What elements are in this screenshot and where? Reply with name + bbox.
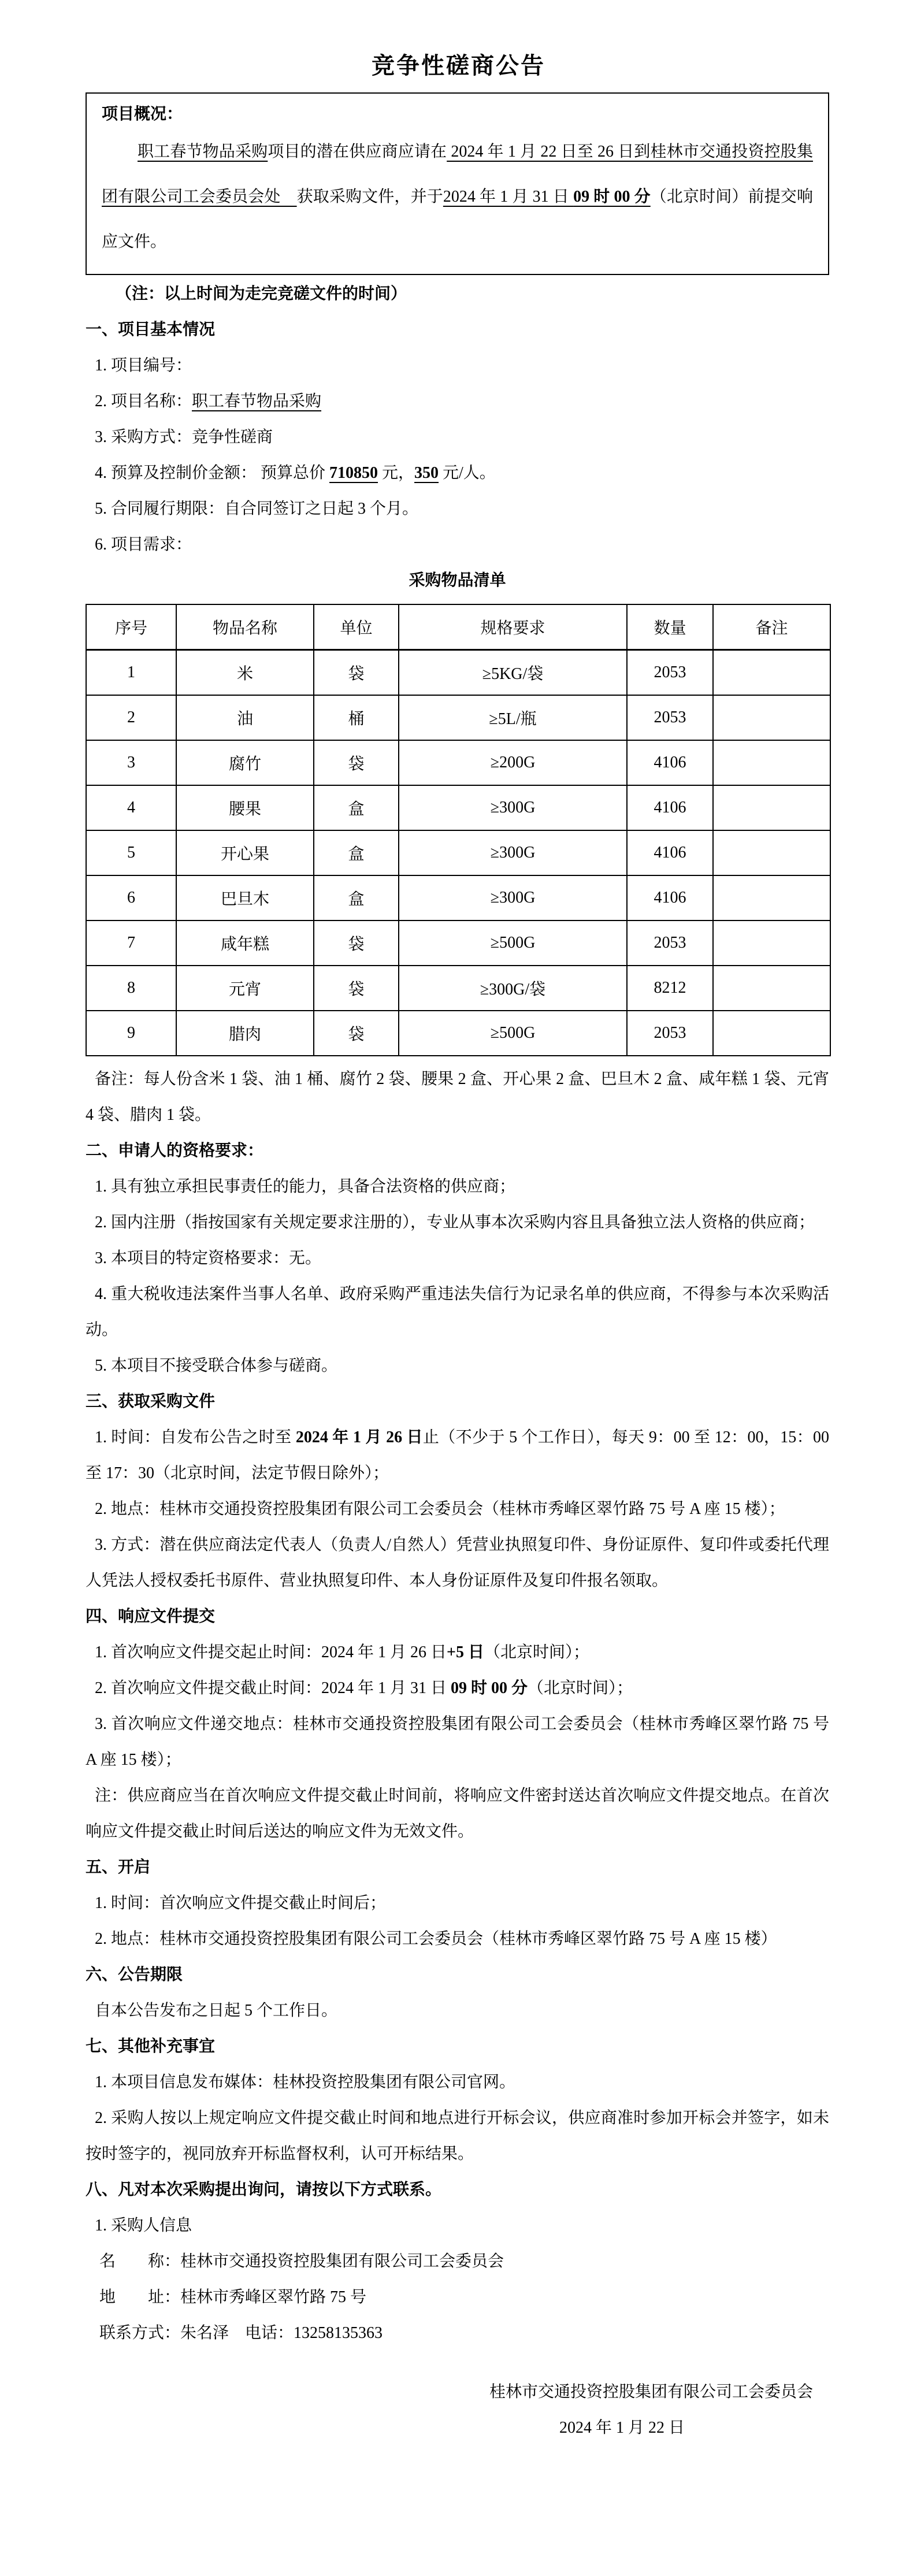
text-segment: 地 址：桂林市秀峰区翠竹路 75 号 bbox=[99, 2288, 367, 2306]
paragraph bbox=[86, 2315, 829, 2351]
paragraph bbox=[86, 1420, 829, 1491]
text-segment: 1. 时间：自发布公告之时至 bbox=[95, 1428, 296, 1446]
table-cell: 袋 bbox=[314, 650, 399, 696]
text-segment: 3. 采购方式：竞争性磋商 bbox=[95, 428, 273, 446]
paragraph bbox=[86, 384, 829, 420]
text-segment: 3. 首次响应文件递交地点：桂林市交通投资控股集团有限公司工会委员会（桂林市秀峰区翠竹路 75 号 A 座 15 楼）； bbox=[86, 1715, 829, 1769]
table-cell bbox=[713, 740, 830, 785]
paragraph bbox=[86, 1205, 829, 1241]
table-header-row bbox=[86, 604, 830, 650]
document-blocks bbox=[0, 276, 917, 2351]
paragraph bbox=[86, 2100, 829, 2172]
text-segment: 1. 具有独立承担民事责任的能力，具备合法资格的供应商； bbox=[95, 1178, 516, 1196]
section-heading: 四、响应文件提交 bbox=[86, 1608, 216, 1625]
table-cell bbox=[713, 875, 830, 920]
table-cell: ≥500G bbox=[399, 1011, 627, 1056]
paragraph bbox=[86, 1527, 829, 1599]
table-header-cell: 备注 bbox=[713, 604, 830, 650]
paragraph bbox=[86, 1885, 829, 1921]
paragraph bbox=[86, 1635, 829, 1671]
paragraph bbox=[86, 1778, 829, 1850]
text-segment: 元， bbox=[378, 464, 415, 482]
table-cell: 4 bbox=[86, 785, 176, 830]
paragraph bbox=[86, 1921, 829, 1957]
text-segment: 备注：每人份含米 1 袋、油 1 桶、腐竹 2 袋、腰果 2 盒、开心果 2 盒、巴旦木 2 盒、咸年糕 1 袋、元宵 4 袋、腊肉 1 袋。 bbox=[86, 1070, 829, 1124]
table-cell: 9 bbox=[86, 1011, 176, 1056]
paragraph bbox=[86, 348, 829, 384]
table-header-cell: 规格要求 bbox=[399, 604, 627, 650]
table-cell: 4106 bbox=[627, 785, 713, 830]
table-cell bbox=[713, 650, 830, 696]
table-cell: ≥300G/袋 bbox=[399, 966, 627, 1011]
text-segment: 1. 时间：首次响应文件提交截止时间后； bbox=[95, 1894, 387, 1912]
table-row bbox=[86, 650, 830, 696]
text-segment: 2024 年 1 月 22 日至 26 日到桂林市交通投资控股集团有限公司工会委员会处 bbox=[102, 143, 813, 206]
signature-block bbox=[86, 2374, 829, 2446]
table-header-cell: 物品名称 bbox=[176, 604, 314, 650]
overview-paragraph bbox=[102, 129, 813, 265]
table-cell: 袋 bbox=[314, 920, 399, 966]
table-header-cell: 序号 bbox=[86, 604, 176, 650]
table-cell bbox=[713, 785, 830, 830]
table-cell: 4106 bbox=[627, 740, 713, 785]
table-cell bbox=[713, 966, 830, 1011]
table-cell: 8 bbox=[86, 966, 176, 1011]
table-row bbox=[86, 966, 830, 1011]
paragraph bbox=[86, 1491, 829, 1527]
table-cell: 盒 bbox=[314, 830, 399, 875]
section-heading: 三、获取采购文件 bbox=[86, 1393, 216, 1411]
signature-date: 2024 年 1 月 22 日 bbox=[559, 2419, 685, 2437]
section-heading: 二、申请人的资格要求： bbox=[86, 1142, 264, 1160]
table-cell: 2053 bbox=[627, 1011, 713, 1056]
text-segment: 止（不少于 5 个工作日），每天 9：00 至 12：00，15：00 至 17：30（北京时间，法定节假日除外）； bbox=[86, 1428, 829, 1482]
text-segment: 2. 地点：桂林市交通投资控股集团有限公司工会委员会（桂林市秀峰区翠竹路 75 号 A 座 15 楼） bbox=[95, 1930, 777, 1948]
text-segment: 2024 年 1 月 31 日 bbox=[443, 188, 574, 206]
text-segment: 1. 项目编号： bbox=[95, 357, 192, 374]
table-cell: 元宵 bbox=[176, 966, 314, 1011]
table-cell: 2053 bbox=[627, 650, 713, 696]
paragraph bbox=[86, 276, 829, 312]
table-cell: 6 bbox=[86, 875, 176, 920]
text-segment: 职工春节物品采购 bbox=[138, 143, 268, 161]
table-cell: 腊肉 bbox=[176, 1011, 314, 1056]
text-segment: 3. 方式：潜在供应商法定代表人（负责人/自然人）凭营业执照复印件、身份证原件、复印件或委托代理人凭法人授权委托书原件、营业执照复印件、本人身份证原件及复印件报名领取。 bbox=[86, 1536, 829, 1590]
table-row bbox=[86, 740, 830, 785]
text-segment: 获取采购文件，并于 bbox=[296, 188, 443, 206]
text-segment: 元/人。 bbox=[439, 464, 496, 482]
text-segment: 1. 首次响应文件提交起止时间：2024 年 1 月 26 日 bbox=[95, 1643, 447, 1661]
text-segment: 联系方式：朱名泽 电话：13258135363 bbox=[99, 2324, 383, 2342]
table-cell: ≥300G bbox=[399, 785, 627, 830]
items-table bbox=[86, 604, 831, 1056]
paragraph bbox=[86, 420, 829, 455]
section-heading: 五、开启 bbox=[86, 1858, 151, 1876]
text-segment: 2. 国内注册（指按国家有关规定要求注册的），专业从事本次采购内容且具备独立法人资格的供应商； bbox=[95, 1213, 815, 1231]
paragraph: 采购物品清单 bbox=[409, 571, 506, 589]
section-heading: 六、公告期限 bbox=[86, 1966, 183, 1984]
text-segment: 710850 bbox=[329, 464, 378, 482]
paragraph bbox=[86, 527, 829, 563]
text-segment: 09 时 00 分 bbox=[451, 1679, 528, 1697]
table-row bbox=[86, 1011, 830, 1056]
section-heading: 七、其他补充事宜 bbox=[86, 2037, 216, 2055]
paragraph bbox=[86, 1169, 829, 1205]
table-cell: 4106 bbox=[627, 875, 713, 920]
paragraph bbox=[86, 2280, 829, 2315]
table-cell: 油 bbox=[176, 695, 314, 740]
paragraph bbox=[86, 455, 829, 491]
paragraph bbox=[86, 1241, 829, 1276]
table-row bbox=[86, 695, 830, 740]
table-cell: ≥300G bbox=[399, 830, 627, 875]
table-row bbox=[86, 875, 830, 920]
text-segment: 4. 预算及控制价金额： 预算总价 bbox=[95, 464, 330, 482]
text-segment: 6. 项目需求： bbox=[95, 536, 192, 554]
paragraph bbox=[86, 1061, 829, 1133]
table-row bbox=[86, 920, 830, 966]
paragraph bbox=[86, 1671, 829, 1706]
text-segment: （注：以上时间为走完竞磋文件的时间） bbox=[116, 285, 407, 303]
table-row bbox=[86, 785, 830, 830]
text-segment: 2. 地点：桂林市交通投资控股集团有限公司工会委员会（桂林市秀峰区翠竹路 75 号 A 座 15 楼）； bbox=[95, 1500, 785, 1518]
table-cell: ≥5L/瓶 bbox=[399, 695, 627, 740]
table-cell: 7 bbox=[86, 920, 176, 966]
text-segment: 5. 本项目不接受联合体参与磋商。 bbox=[95, 1357, 338, 1375]
paragraph bbox=[86, 2065, 829, 2100]
text-segment: 名 称：桂林市交通投资控股集团有限公司工会委员会 bbox=[99, 2252, 504, 2270]
project-overview-box bbox=[86, 92, 829, 275]
text-segment: +5 日 bbox=[447, 1643, 484, 1661]
table-cell: 盒 bbox=[314, 785, 399, 830]
table-cell bbox=[713, 920, 830, 966]
paragraph bbox=[86, 491, 829, 527]
overview-label: 项目概况： bbox=[102, 105, 183, 123]
table-cell: 袋 bbox=[314, 1011, 399, 1056]
table-cell: ≥5KG/袋 bbox=[399, 650, 627, 696]
table-cell: 4106 bbox=[627, 830, 713, 875]
table-cell: 5 bbox=[86, 830, 176, 875]
section-heading: 一、项目基本情况 bbox=[86, 321, 216, 339]
table-cell: 开心果 bbox=[176, 830, 314, 875]
table-cell: 米 bbox=[176, 650, 314, 696]
text-segment: 职工春节物品采购 bbox=[192, 392, 322, 410]
text-segment: 自本公告发布之日起 5 个工作日。 bbox=[95, 2002, 338, 2020]
text-segment: 2. 项目名称： bbox=[95, 392, 192, 410]
text-segment: 350 bbox=[414, 464, 439, 482]
table-cell: 1 bbox=[86, 650, 176, 696]
text-segment: 4. 重大税收违法案件当事人名单、政府采购严重违法失信行为记录名单的供应商，不得参与本次采购活动。 bbox=[86, 1285, 829, 1339]
text-segment: （北京时间）前提交响应文件。 bbox=[102, 188, 813, 251]
section-heading: 八、凡对本次采购提出询问，请按以下方式联系。 bbox=[86, 2181, 442, 2199]
table-header-cell: 单位 bbox=[314, 604, 399, 650]
text-segment: 5. 合同履行期限：自合同签订之日起 3 个月。 bbox=[95, 500, 419, 518]
table-cell: 腐竹 bbox=[176, 740, 314, 785]
table-cell: ≥200G bbox=[399, 740, 627, 785]
paragraph bbox=[86, 2244, 829, 2280]
text-segment: 1. 采购人信息 bbox=[95, 2217, 192, 2234]
table-cell: 咸年糕 bbox=[176, 920, 314, 966]
table-cell: 腰果 bbox=[176, 785, 314, 830]
text-segment: 2024 年 1 月 26 日 bbox=[295, 1428, 423, 1446]
text-segment: 09 时 00 分 bbox=[573, 188, 651, 206]
table-cell: 2053 bbox=[627, 920, 713, 966]
table-row bbox=[86, 830, 830, 875]
table-cell bbox=[713, 830, 830, 875]
text-segment: 1. 本项目信息发布媒体：桂林投资控股集团有限公司官网。 bbox=[95, 2073, 516, 2091]
paragraph bbox=[86, 1993, 829, 2029]
table-cell: 3 bbox=[86, 740, 176, 785]
text-segment: （北京时间）； bbox=[484, 1643, 589, 1661]
table-cell: 巴旦木 bbox=[176, 875, 314, 920]
table-header-cell: 数量 bbox=[627, 604, 713, 650]
paragraph bbox=[86, 2208, 829, 2244]
text-segment: 注：供应商应当在首次响应文件提交截止时间前，将响应文件密封送达首次响应文件提交地点。在首次响应文件提交截止时间后送达的响应文件为无效文件。 bbox=[86, 1787, 829, 1840]
text-segment: 项目的潜在供应商应请在 bbox=[268, 143, 447, 161]
paragraph bbox=[86, 1706, 829, 1778]
table-cell bbox=[713, 1011, 830, 1056]
paragraph bbox=[86, 1276, 829, 1348]
table-cell: 2053 bbox=[627, 695, 713, 740]
table-cell: ≥500G bbox=[399, 920, 627, 966]
table-cell: 桶 bbox=[314, 695, 399, 740]
table-cell: 袋 bbox=[314, 966, 399, 1011]
signature-org: 桂林市交通投资控股集团有限公司工会委员会 bbox=[489, 2383, 813, 2401]
paragraph bbox=[86, 1348, 829, 1384]
table-cell: 2 bbox=[86, 695, 176, 740]
table-cell: 袋 bbox=[314, 740, 399, 785]
table-cell bbox=[713, 695, 830, 740]
text-segment: 2. 采购人按以上规定响应文件提交截止时间和地点进行开标会议，供应商准时参加开标会并签字，如未按时签字的，视同放弃开标监督权利，认可开标结果。 bbox=[86, 2109, 829, 2163]
text-segment: （北京时间）； bbox=[528, 1679, 633, 1697]
table-cell: 8212 bbox=[627, 966, 713, 1011]
page-title: 竞争性磋商公告 bbox=[372, 53, 545, 79]
table-cell: 盒 bbox=[314, 875, 399, 920]
text-segment: 2. 首次响应文件提交截止时间：2024 年 1 月 31 日 bbox=[95, 1679, 451, 1697]
table-cell: ≥300G bbox=[399, 875, 627, 920]
text-segment: 3. 本项目的特定资格要求：无。 bbox=[95, 1249, 322, 1267]
